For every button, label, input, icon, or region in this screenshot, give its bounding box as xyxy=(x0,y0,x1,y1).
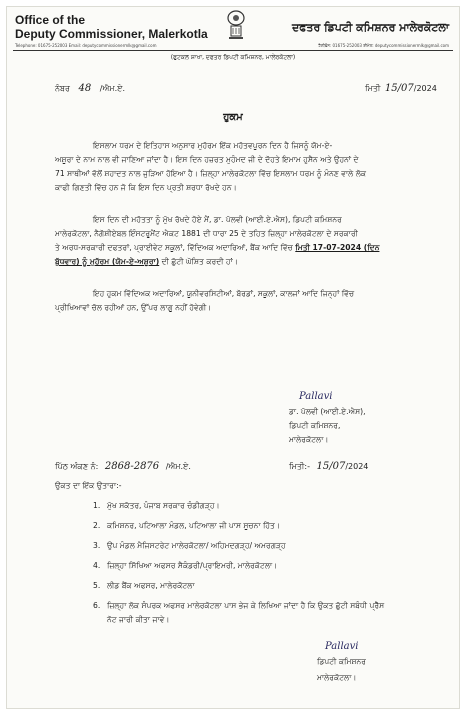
paragraph-2-line-3 xyxy=(55,243,379,253)
paragraph-2-line-4 xyxy=(55,257,238,267)
paragraph-2-line-3-text: ਤੇ ਅਰਧ-ਸਰਕਾਰੀ ਦਫਤਰਾਂ, ਪ੍ਰਾਈਵੇਟ ਸਕੂਲਾਂ, ਵਿੱਦਿਅਕ ਅਦਾਰਿਆਂ, ਬੈਂਕ ਆਦਿ ਵਿੱਚ xyxy=(55,243,296,252)
recipient-3-text: ਉਪ ਮੰਡਲ ਮੈਜਿਸਟਰੇਟ ਮਾਲੇਰਕੋਟਲਾ/ ਅਹਿਮਦਗੜ੍ਹ/ ਅਮਰਗੜ੍ਹ xyxy=(107,541,286,550)
order-number xyxy=(55,83,125,94)
recipient-5-number: 5. xyxy=(93,581,101,590)
state-emblem-icon xyxy=(223,9,249,45)
order-date-value: 15/07 xyxy=(384,83,414,94)
order-title: ਹੁਕਮ xyxy=(223,112,243,123)
order-date-prefix: ਮਿਤੀ xyxy=(365,84,381,93)
office-title-punjabi: ਦਫਤਰ ਡਿਪਟੀ ਕਮਿਸ਼ਨਰ ਮਾਲੇਰਕੋਟਲਾ xyxy=(291,21,449,34)
signature-2-designation: ਡਿਪਟੀ ਕਮਿਸ਼ਨਰ xyxy=(317,657,366,666)
branch-line: (ਫੁਟਕਲ ਸ਼ਾਖਾ, ਦਫਤਰ ਡਿਪਟੀ ਕਮਿਸ਼ਨਰ, ਮਾਲੇਰਕੋਟਲਾ) xyxy=(170,54,296,61)
paragraph-3-line-2: ਪ੍ਰੀਖਿਆਵਾਂ ਚੱਲ ਰਹੀਆਂ ਹਨ, ਉੱਪਰ ਲਾਗੂ ਨਹੀਂ ਹੋਵੇਗੀ। xyxy=(55,303,212,312)
recipient-5-text: ਲੀਡ ਬੈਂਕ ਅਫਸਰ, ਮਾਲੇਰਕੋਟਲਾ xyxy=(107,581,195,590)
recipient-4-number: 4. xyxy=(93,561,101,570)
recipient-2-text: ਕਮਿਸ਼ਨਰ, ਪਟਿਆਲਾ ਮੰਡਲ, ਪਟਿਆਲਾ ਜੀ ਪਾਸ ਸੂਚਨਾ ਹਿੱਤ। xyxy=(107,521,281,530)
recipient-6-number: 6. xyxy=(93,601,101,610)
recipient-4-text: ਜ਼ਿਲ੍ਹਾ ਸਿੱਖਿਆ ਅਫਸਰ ਸੈਕੰਡਰੀ/ਪ੍ਰਾਇਮਰੀ, ਮਾਲੇਰਕੋਟਲਾ। xyxy=(107,561,278,570)
order-number-value: 48 xyxy=(78,83,92,94)
order-number-suffix: /ਐਮ.ਏ. xyxy=(99,84,126,93)
endorsement-number-value: 2868-2876 xyxy=(104,461,160,472)
office-title-english xyxy=(15,13,208,41)
paragraph-2-line-1: ਇਸ ਦਿਨ ਦੀ ਮਹੱਤਤਾ ਨੂੰ ਮੁੱਖ ਰੱਖਦੇ ਹੋਏ ਮੈਂ, ਡਾ. ਪੱਲਵੀ (ਆਈ.ਏ.ਐਸ), ਡਿਪਟੀ ਕਮਿਸ਼ਨਰ xyxy=(93,215,342,224)
recipient-2-number: 2. xyxy=(93,521,101,530)
recipient-1-text: ਮੁੱਖ ਸਕੱਤਰ, ਪੰਜਾਬ ਸਰਕਾਰ ਚੰਡੀਗੜ੍ਹ। xyxy=(107,501,220,510)
signature-2-initials: Pallavi xyxy=(325,641,359,652)
signature-1-initials: Pallavi xyxy=(299,391,333,402)
office-title-line1: Office of the xyxy=(15,13,86,27)
header-divider xyxy=(13,50,453,51)
endorsement-date-year: /2024 xyxy=(345,462,369,471)
paragraph-1-line-3: 71 ਸਾਥੀਆਂ ਵੱਲੋਂ ਸ਼ਹਾਦਤ ਨਾਲ ਜੁੜਿਆ ਹੋਇਆ ਹੈ। ਜ਼ਿਲ੍ਹਾ ਮਾਲੇਰਕੋਟਲਾ ਵਿੱਚ ਇਸਲਾਮ ਧਰਮ ਨੂੰ ਮੰਨਣ ਵਾਲੇ ਲੋਕ xyxy=(55,169,367,178)
order-document xyxy=(6,6,460,709)
telephone-email-punjabi: ਟੈਲੀਫੋਨ: 01675-252003 ਈਮੇਲ: deputycommissionermlk@gmail.com xyxy=(318,43,449,48)
paragraph-1-line-4: ਕਾਫੀ ਗਿਣਤੀ ਵਿੱਚ ਹਨ ਜੋ ਕਿ ਇਸ ਦਿਨ ਪ੍ਰਤੀ ਸ਼ਰਧਾ ਰੱਖਦੇ ਹਨ। xyxy=(55,183,237,192)
signature-1-name: ਡਾ. ਪੱਲਵੀ (ਆਈ.ਏ.ਐਸ), xyxy=(289,407,366,416)
recipient-3-number: 3. xyxy=(93,541,101,550)
holiday-day-highlight: ਬੁੱਧਵਾਰ) ਨੂੰ ਮੁਹੱਰਮ (ਯੋਮ-ਏ-ਅਸ਼ੂਰਾ) xyxy=(55,257,160,266)
telephone-email-english: Telephone: 01675-252003 Email: deputycommissionermlk@gmail.com xyxy=(15,43,157,48)
paragraph-2-line-4-text: ਦੀ ਛੁੱਟੀ ਘੋਸ਼ਿਤ ਕਰਦੀ ਹਾਂ। xyxy=(159,257,238,266)
endorsement-number-prefix: ਪਿੱਠ ਅੰਕਣ ਨੰ: xyxy=(55,462,99,471)
holiday-date-highlight: ਮਿਤੀ 17-07-2024 (ਦਿਨ xyxy=(295,243,380,252)
endorsement-date xyxy=(289,461,368,472)
paragraph-1-line-1: ਇਸਲਾਮ ਧਰਮ ਦੇ ਇਤਿਹਾਸ ਅਨੁਸਾਰ ਮੁਹੱਰਮ ਇੱਕ ਮਹੱਤਵਪੂਰਨ ਦਿਨ ਹੈ ਜਿਸਨੂੰ ਯੋਮ-ਏ- xyxy=(93,141,333,150)
office-title-line2: Deputy Commissioner, Malerkotla xyxy=(15,27,208,41)
paragraph-2-line-2: ਮਾਲੇਰਕੋਟਲਾ, ਨੈਗੋਸ਼ੀਏਬਲ ਇੰਸਟਰੂਮੈਂਟ ਐਕਟ 1881 ਦੀ ਧਾਰਾ 25 ਦੇ ਤਹਿਤ ਜ਼ਿਲ੍ਹਾ ਮਾਲੇਰਕੋਟਲਾ ਦੇ ਸਰਕਾਰੀ xyxy=(55,229,358,238)
copy-to-heading: ਉਕਤ ਦਾ ਇੱਕ ਉਤਾਰਾ:- xyxy=(55,481,122,490)
signature-2-place: ਮਾਲੇਰਕੋਟਲਾ। xyxy=(317,673,357,682)
signature-1-designation: ਡਿਪਟੀ ਕਮਿਸ਼ਨਰ, xyxy=(289,421,341,430)
endorsement-date-prefix: ਮਿਤੀ:- xyxy=(289,462,310,471)
endorsement-number xyxy=(55,461,191,472)
endorsement-date-value: 15/07 xyxy=(316,461,346,472)
order-date xyxy=(365,83,437,94)
order-date-year: /2024 xyxy=(413,84,437,93)
endorsement-number-suffix: /ਐਮ.ਏ. xyxy=(165,462,191,471)
order-number-prefix: ਨੰਬਰ xyxy=(55,84,70,93)
recipient-6-text: ਜ਼ਿਲ੍ਹਾ ਲੋਕ ਸੰਪਰਕ ਅਫਸਰ ਮਾਲੇਰਕੋਟਲਾ ਪਾਸ ਭੇਜ ਕੇ ਲਿਖਿਆ ਜਾਂਦਾ ਹੈ ਕਿ ਉਕਤ ਛੁੱਟੀ ਸਬੰਧੀ ਪ੍ਰੈੱਸ xyxy=(107,601,385,610)
recipient-1-number: 1. xyxy=(93,501,101,510)
paragraph-1-line-2: ਅਸ਼ੂਰਾ ਦੇ ਨਾਮ ਨਾਲ ਵੀ ਜਾਣਿਆ ਜਾਂਦਾ ਹੈ। ਇਸ ਦਿਨ ਹਜ਼ਰਤ ਮੁਹੰਮਦ ਜੀ ਦੇ ਦੋਹਤੇ ਇਮਾਮ ਹੁਸੈਨ ਅਤੇ ਉਹਨਾਂ ਦੇ xyxy=(55,155,359,164)
recipient-6-continuation: ਨੋਟ ਜਾਰੀ ਕੀਤਾ ਜਾਵੇ। xyxy=(107,615,170,624)
signature-1-place: ਮਾਲੇਰਕੋਟਲਾ। xyxy=(289,435,329,444)
paragraph-3-line-1: ਇਹ ਹੁਕਮ ਵਿੱਦਿਅਕ ਅਦਾਰਿਆਂ, ਯੂਨੀਵਰਸਿਟੀਆਂ, ਬੋਰਡਾਂ, ਸਕੂਲਾਂ, ਕਾਲਜਾਂ ਆਦਿ ਜਿਨ੍ਹਾਂ ਵਿੱਚ xyxy=(93,289,355,298)
